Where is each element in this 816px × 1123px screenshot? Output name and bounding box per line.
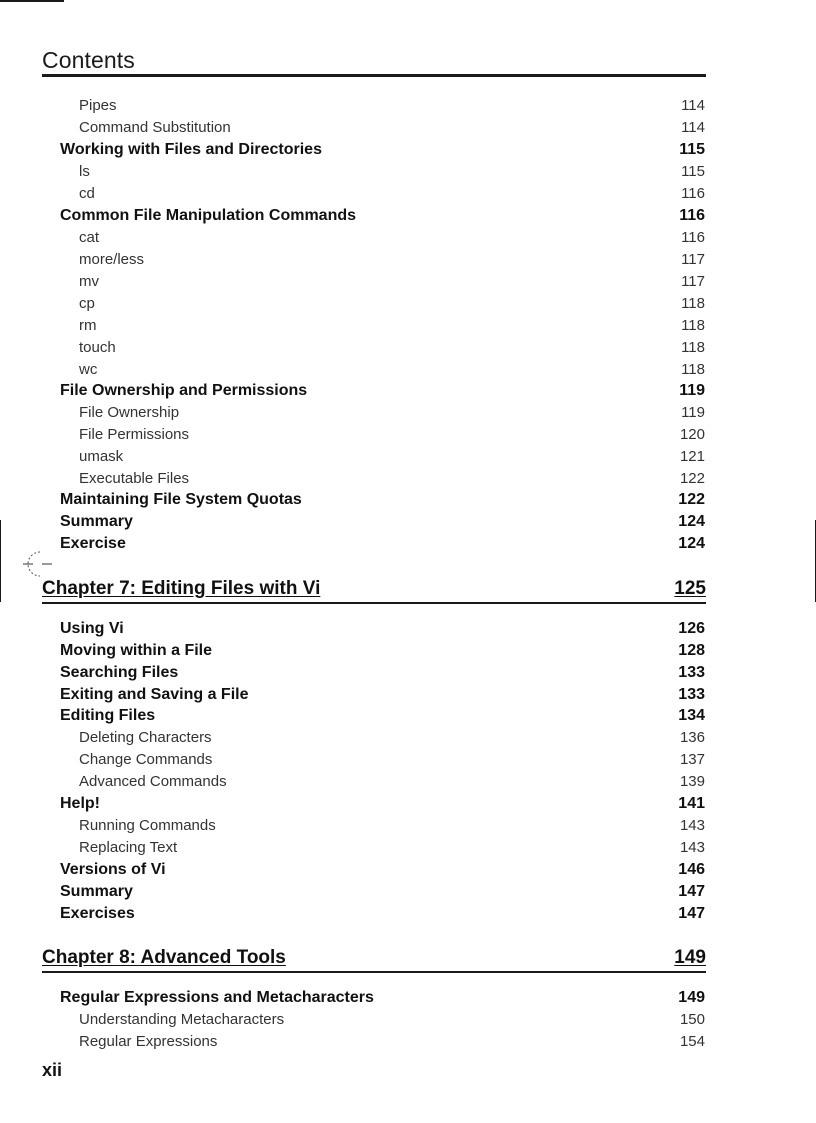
toc-entry-page: 149	[678, 989, 705, 1006]
toc-entry[interactable]	[42, 141, 705, 163]
toc-entry-title: Running Commands	[79, 817, 216, 834]
toc-entry[interactable]	[42, 861, 705, 883]
toc-entry-page: 117	[681, 273, 705, 290]
toc-entry[interactable]	[42, 707, 705, 729]
toc-entry[interactable]	[42, 361, 705, 383]
toc-entry[interactable]	[42, 989, 705, 1011]
toc-entry-title: cd	[79, 185, 95, 202]
toc-entry[interactable]	[42, 448, 705, 470]
toc-entry-page: 118	[681, 361, 705, 378]
toc-entry-page: 124	[678, 513, 705, 530]
toc-entry-title: Editing Files	[60, 707, 156, 724]
toc-entry-page: 133	[678, 664, 705, 681]
toc-entry-title: touch	[79, 339, 116, 356]
toc-entry-title: Using Vi	[60, 620, 124, 637]
toc-entry-title: mv	[79, 273, 99, 290]
toc-entry[interactable]	[42, 491, 705, 513]
toc-entry[interactable]	[42, 751, 705, 773]
toc-entry-page: 116	[681, 185, 705, 202]
toc-entry[interactable]	[42, 207, 705, 229]
toc-entry-page: 118	[681, 339, 705, 356]
toc-entry-page: 115	[679, 141, 705, 158]
toc-entry-page: 133	[678, 686, 705, 703]
toc-entry[interactable]	[42, 1033, 705, 1055]
toc-entry[interactable]	[42, 535, 705, 557]
toc-entry[interactable]	[42, 839, 705, 861]
chapter-page: 149	[674, 947, 706, 968]
toc-entry[interactable]	[42, 382, 705, 404]
chapter-7-heading[interactable]	[42, 578, 706, 604]
toc-entry[interactable]	[42, 817, 705, 839]
toc-entry-title: File Permissions	[79, 426, 190, 443]
toc-entry-page: 147	[678, 905, 705, 922]
toc-entry-page: 116	[681, 229, 705, 246]
toc-entry[interactable]	[42, 185, 705, 207]
toc-entry-page: 115	[681, 163, 705, 180]
toc-entry-title: Replacing Text	[79, 839, 178, 856]
toc-entry[interactable]	[42, 295, 705, 317]
toc-entry[interactable]	[42, 119, 705, 141]
toc-entry-title: Pipes	[79, 97, 117, 114]
toc-entry[interactable]	[42, 426, 705, 448]
toc-entry-page: 126	[678, 620, 705, 637]
toc-entry[interactable]	[42, 773, 705, 795]
toc-entry-title: Common File Manipulation Commands	[60, 207, 357, 224]
toc-entry[interactable]	[42, 251, 705, 273]
toc-entry-title: Searching Files	[60, 664, 179, 681]
toc-entry-title: Regular Expressions	[79, 1033, 218, 1050]
toc-entry-title: Understanding Metacharacters	[79, 1011, 285, 1028]
toc-entry[interactable]	[42, 513, 705, 535]
toc-entry[interactable]	[42, 339, 705, 361]
toc-entry-title: Help!	[60, 795, 100, 812]
page-heading: Contents	[42, 47, 135, 73]
toc-entry-page: 119	[679, 382, 705, 399]
toc-entry-title: Maintaining File System Quotas	[60, 491, 302, 508]
toc-entry-page: 150	[679, 1011, 705, 1028]
toc-entry-page: 147	[678, 883, 705, 900]
toc-entry[interactable]	[42, 273, 705, 295]
toc-entry-title: Change Commands	[79, 751, 213, 768]
toc-entry[interactable]	[42, 163, 705, 185]
toc-entry-page: 122	[679, 470, 705, 487]
toc-entry-page: 119	[681, 404, 705, 421]
toc-entry-title: wc	[79, 361, 98, 378]
toc-entry-page: 114	[681, 97, 705, 114]
toc-entry-page: 116	[679, 207, 705, 224]
toc-entry-title: cat	[79, 229, 100, 246]
toc-entry-page: 117	[681, 251, 705, 268]
toc-entry-title: Exercises	[60, 905, 135, 922]
toc-entry[interactable]	[42, 905, 705, 927]
toc-entry-page: 136	[679, 729, 705, 746]
toc-entry-page: 121	[679, 448, 705, 465]
toc-entry-title: rm	[79, 317, 97, 334]
toc-entry-page: 137	[679, 751, 705, 768]
toc-entry[interactable]	[42, 97, 705, 119]
toc-entry-page: 120	[679, 426, 705, 443]
toc-entry-page: 141	[678, 795, 705, 812]
toc-entry-title: more/less	[79, 251, 145, 268]
toc-entry-page: 146	[678, 861, 705, 878]
toc-entry-title: Command Substitution	[79, 119, 231, 136]
toc-entry[interactable]	[42, 795, 705, 817]
toc-entry-title: Executable Files	[79, 470, 190, 487]
toc-entry-title: Deleting Characters	[79, 729, 212, 746]
toc-entry-page: 143	[679, 817, 705, 834]
toc-entry-title: Regular Expressions and Metacharacters	[60, 989, 374, 1006]
toc-entry-title: Exiting and Saving a File	[60, 686, 249, 703]
chapter-8-heading[interactable]	[42, 947, 706, 973]
toc-entry[interactable]	[42, 664, 705, 686]
toc-entry[interactable]	[42, 229, 705, 251]
toc-entry[interactable]	[42, 620, 705, 642]
chapter-title: Chapter 8: Advanced Tools	[42, 947, 286, 968]
toc-entry-title: Summary	[60, 883, 133, 900]
toc-entry-page: 128	[678, 642, 705, 659]
toc-entry[interactable]	[42, 883, 705, 905]
toc-entry[interactable]	[42, 470, 705, 492]
toc-entry[interactable]	[42, 1011, 705, 1033]
toc-entry-title: umask	[79, 448, 124, 465]
top-crop-rule	[0, 0, 64, 2]
toc-entry-page: 122	[678, 491, 705, 508]
toc-entry[interactable]	[42, 317, 705, 339]
heading-rule	[42, 74, 706, 77]
toc-entry-page: 114	[681, 119, 705, 136]
toc-entry-page: 124	[678, 535, 705, 552]
toc-entry-page: 118	[681, 317, 705, 334]
toc-entry-title: File Ownership	[79, 404, 180, 421]
toc-entry-title: Moving within a File	[60, 642, 212, 659]
toc-entry-title: cp	[79, 295, 95, 312]
toc-entry-page: 134	[678, 707, 705, 724]
page-number: xii	[42, 1060, 63, 1080]
chapter-page: 125	[674, 578, 706, 599]
toc-entry-page: 154	[679, 1033, 705, 1050]
toc-entry[interactable]	[42, 729, 705, 751]
toc-entry-title: File Ownership and Permissions	[60, 382, 308, 399]
toc-entry-page: 143	[679, 839, 705, 856]
left-margin-line	[0, 520, 1, 602]
chapter-title: Chapter 7: Editing Files with Vi	[42, 578, 321, 599]
toc-entry[interactable]	[42, 404, 705, 426]
toc-entry[interactable]	[42, 686, 705, 708]
toc-entry-title: Advanced Commands	[79, 773, 227, 790]
toc-entry-title: ls	[79, 163, 90, 180]
toc-entry-title: Summary	[60, 513, 133, 530]
toc-entry-title: Exercise	[60, 535, 126, 552]
toc-entry-page: 139	[679, 773, 705, 790]
toc-entry-title: Versions of Vi	[60, 861, 166, 878]
toc-entry-page: 118	[681, 295, 705, 312]
toc-entry[interactable]	[42, 642, 705, 664]
toc-entry-title: Working with Files and Directories	[60, 141, 322, 158]
